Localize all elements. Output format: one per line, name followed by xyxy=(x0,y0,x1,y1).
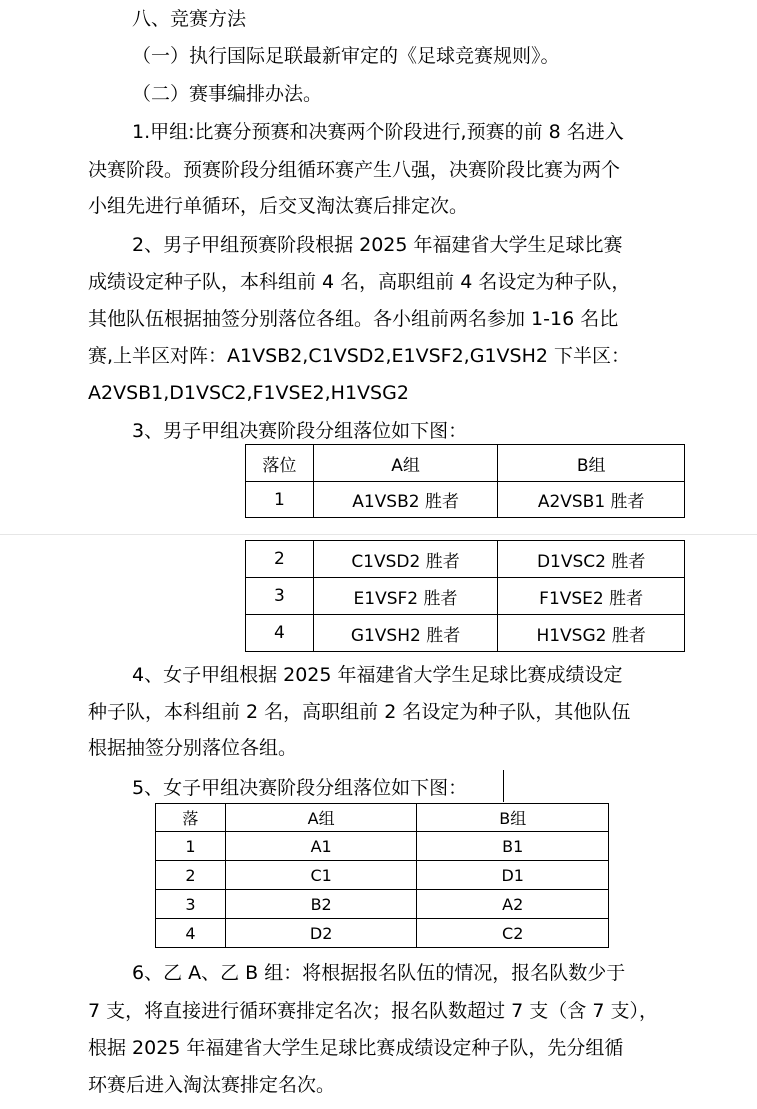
table-row xyxy=(246,615,685,652)
paragraph-4-line-3: 根据抽签分别落位各组。 xyxy=(88,737,298,759)
table-row xyxy=(246,482,685,518)
paragraph-6-line-3: 根据 2025 年福建省大学生足球比赛成绩设定种子队，先分组循 xyxy=(88,1037,624,1059)
table-cell: B1 xyxy=(417,832,609,861)
table-cell: 1 xyxy=(246,482,314,518)
table-row xyxy=(246,578,685,615)
table-cell: E1VSF2 胜者 xyxy=(313,578,498,615)
header-position: 落 xyxy=(156,804,226,832)
page-break-divider xyxy=(0,534,757,535)
table-cell: D1VSC2 胜者 xyxy=(498,541,685,578)
paragraph-6-line-2: 7 支，将直接进行循环赛排定名次；报名队数超过 7 支（含 7 支）， xyxy=(88,1000,658,1022)
table-cell: 3 xyxy=(156,890,226,919)
header-group-b: B组 xyxy=(498,445,685,482)
paragraph-4-line-1: 4、女子甲组根据 2025 年福建省大学生足球比赛成绩设定 xyxy=(132,664,623,686)
paragraph-1-line-3: 小组先进行单循环，后交叉淘汰赛后排定次。 xyxy=(88,195,469,217)
women-final-table xyxy=(155,803,609,948)
paragraph-2-line-1: 2、男子甲组预赛阶段根据 2025 年福建省大学生足球比赛 xyxy=(132,234,623,256)
men-final-table xyxy=(245,444,685,518)
table-cell: F1VSE2 胜者 xyxy=(498,578,685,615)
header-group-a: A组 xyxy=(313,445,498,482)
table-cell: A2 xyxy=(417,890,609,919)
table-row xyxy=(156,890,609,919)
paragraph-2-line-3: 其他队伍根据抽签分别落位各组。各小组前两名参加 1-16 名比 xyxy=(88,308,619,330)
paragraph-2-line-2: 成绩设定种子队，本科组前 4 名，高职组前 4 名设定为种子队， xyxy=(88,271,631,293)
table-cell: C1 xyxy=(225,861,417,890)
table-cell: D1 xyxy=(417,861,609,890)
paragraph-6-line-4: 环赛后进入淘汰赛排定名次。 xyxy=(88,1074,336,1096)
header-group-b: B组 xyxy=(417,804,609,832)
table-cell: 4 xyxy=(156,919,226,948)
table-cell: H1VSG2 胜者 xyxy=(498,615,685,652)
table-cell: D2 xyxy=(225,919,417,948)
table-row xyxy=(156,832,609,861)
table-cell: A2VSB1 胜者 xyxy=(498,482,685,518)
section-heading: 八、竞赛方法 xyxy=(132,8,247,30)
table-cell: 2 xyxy=(246,541,314,578)
table-cell: C2 xyxy=(417,919,609,948)
table-cell: B2 xyxy=(225,890,417,919)
table-row xyxy=(246,541,685,578)
item-1: （一）执行国际足联最新审定的《足球竞赛规则》。 xyxy=(132,45,560,67)
table-header-row xyxy=(156,804,609,832)
table-cell: A1VSB2 胜者 xyxy=(313,482,498,518)
table-cell: 4 xyxy=(246,615,314,652)
table-cell: 2 xyxy=(156,861,226,890)
table-cell: A1 xyxy=(225,832,417,861)
table-cell: 3 xyxy=(246,578,314,615)
table-cell: G1VSH2 胜者 xyxy=(313,615,498,652)
header-position: 落位 xyxy=(246,445,314,482)
text-cursor xyxy=(503,770,504,802)
item-2: （二）赛事编排办法。 xyxy=(132,83,323,105)
paragraph-3: 3、男子甲组决赛阶段分组落位如下图： xyxy=(132,420,468,442)
paragraph-6-line-1: 6、乙 A、乙 B 组：将根据报名队伍的情况，报名队数少于 xyxy=(132,962,626,984)
paragraph-1-line-2: 决赛阶段。预赛阶段分组循环赛产生八强，决赛阶段比赛为两个 xyxy=(88,159,621,181)
header-group-a: A组 xyxy=(225,804,417,832)
paragraph-1-line-1: 1.甲组:比赛分预赛和决赛两个阶段进行,预赛的前 8 名进入 xyxy=(132,121,624,143)
paragraph-5: 5、女子甲组决赛阶段分组落位如下图： xyxy=(132,777,468,799)
table-cell: 1 xyxy=(156,832,226,861)
table-cell: C1VSD2 胜者 xyxy=(313,541,498,578)
table-header-row xyxy=(246,445,685,482)
table-row xyxy=(156,861,609,890)
table-row xyxy=(156,919,609,948)
paragraph-4-line-2: 种子队，本科组前 2 名，高职组前 2 名设定为种子队，其他队伍 xyxy=(88,701,631,723)
paragraph-2-line-5: A2VSB1,D1VSC2,F1VSE2,H1VSG2 xyxy=(88,382,409,404)
paragraph-2-line-4: 赛,上半区对阵：A1VSB2,C1VSD2,E1VSF2,G1VSH2 下半区： xyxy=(88,345,631,367)
men-final-table-continued xyxy=(245,540,685,652)
